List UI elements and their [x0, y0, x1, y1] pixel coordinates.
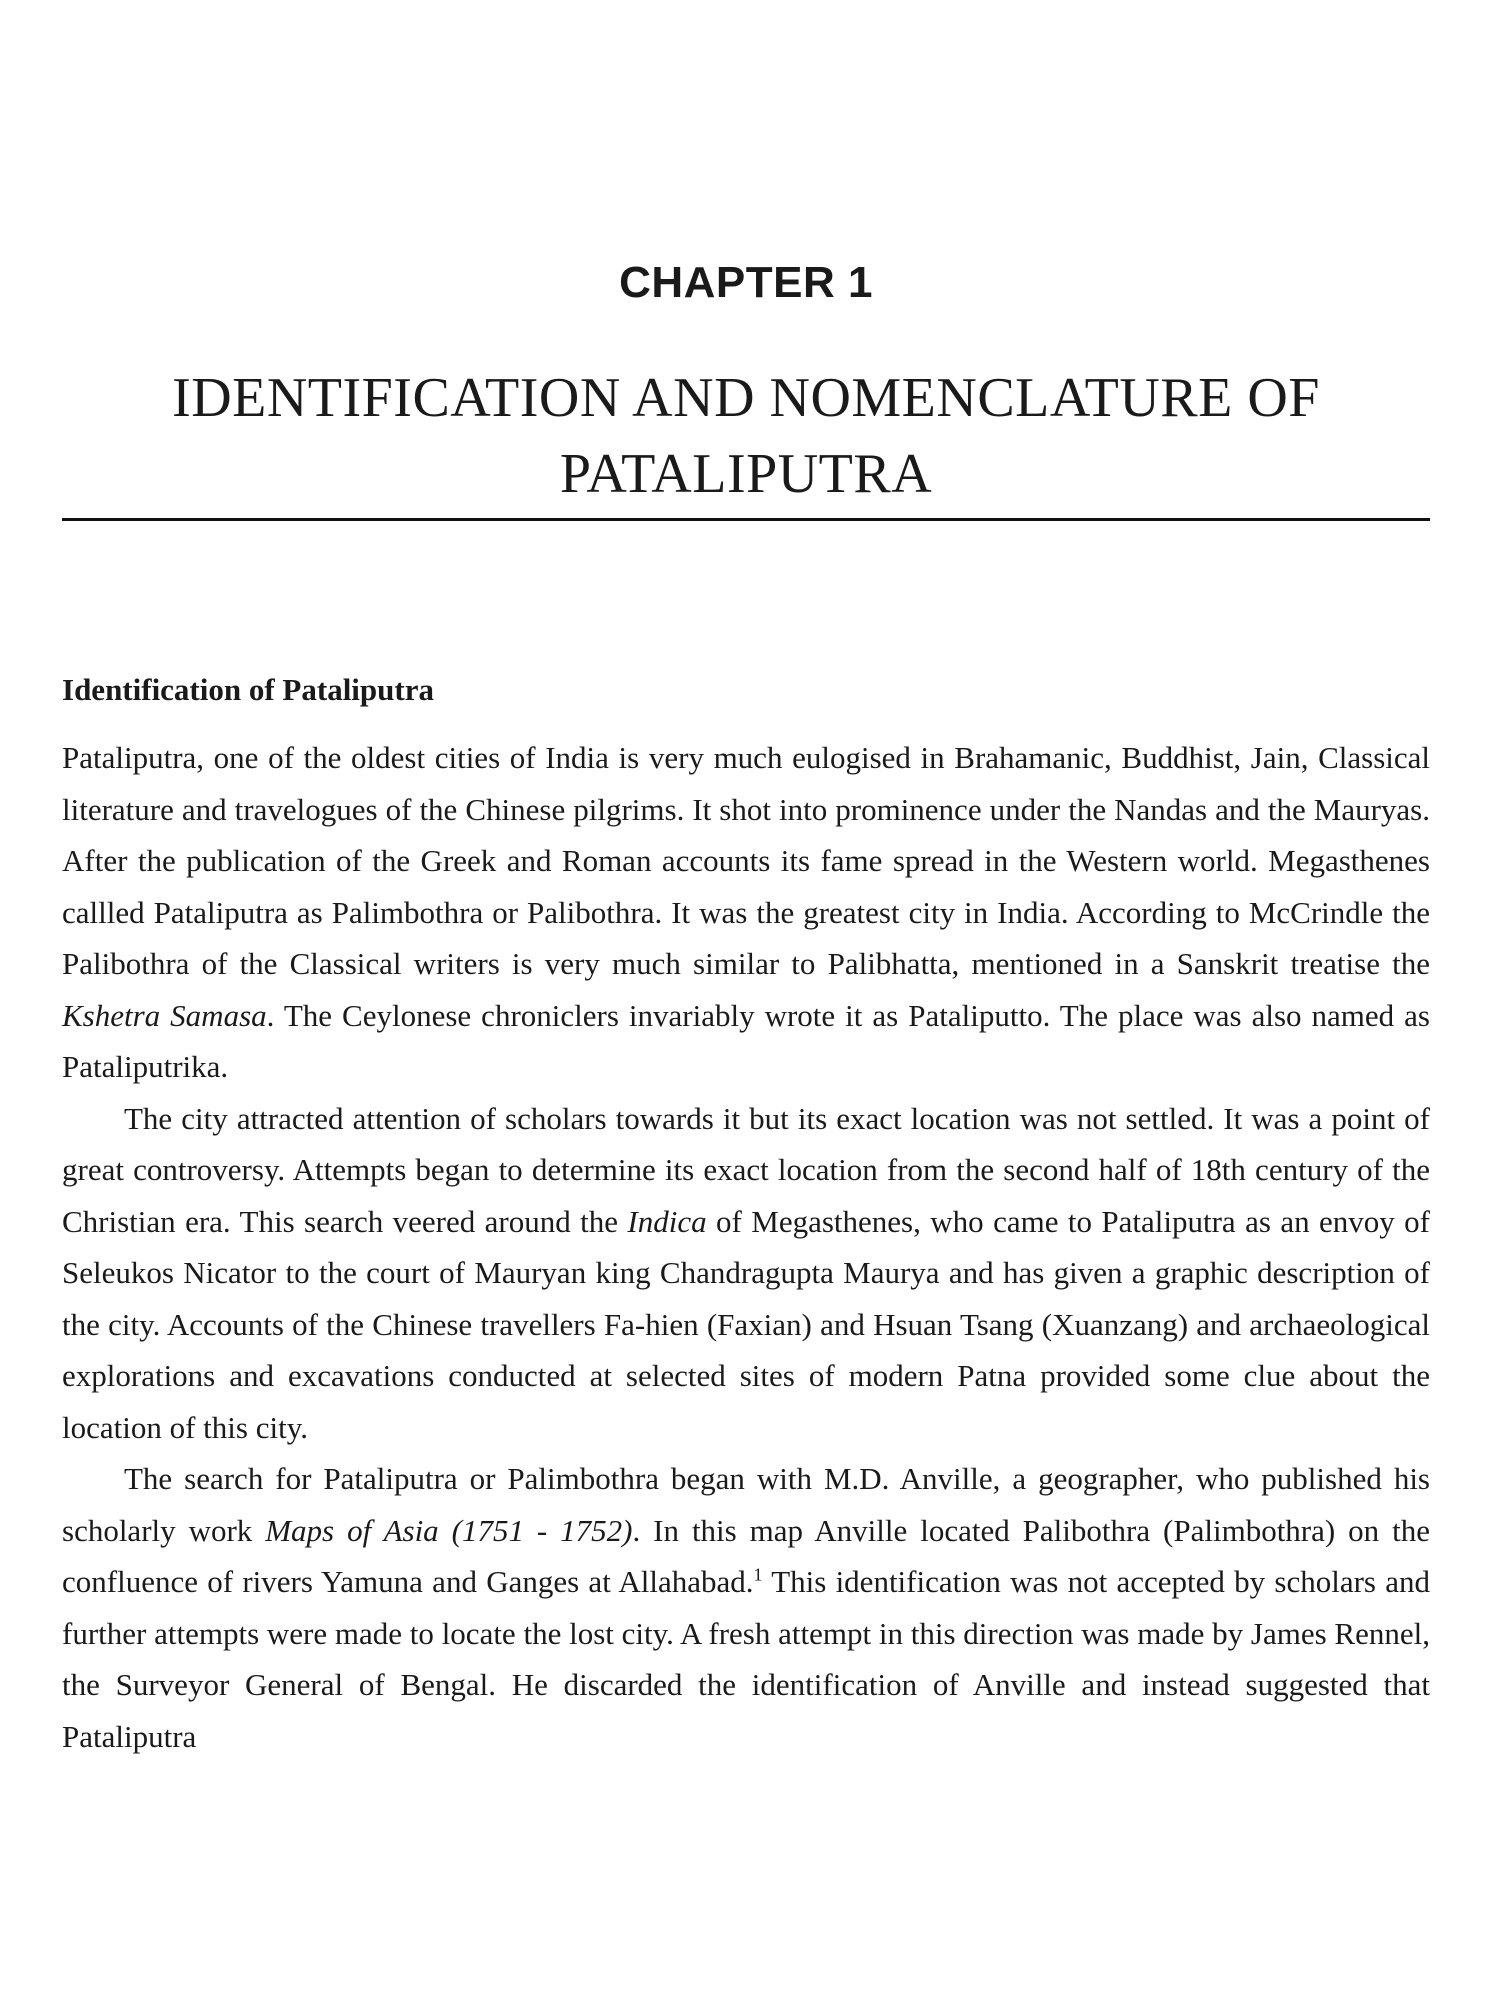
paragraph-3-text-b: . In this map Anville located Palibothra (Palimbothra) on the confluence of rivers Yamuna and Ganges at Allahabad.	[62, 1512, 1430, 1599]
paragraph-1-italic-title: Kshetra Samasa	[62, 997, 267, 1033]
paragraph-2-text-a: The city attracted attention of scholars towards it but its exact location was not settled. It was a point of great controversy. Attempts began to determine its exact location from the second half of 18th century of the Christian era. This search veered around the	[62, 1100, 1430, 1239]
paragraph-3-text-c: This identification was not accepted by scholars and further attempts were made to locate the lost city. A fresh attempt in this direction was made by James Rennel, the Surveyor General of Bengal. He discarded the identification of Anville and instead suggested that Pataliputra	[62, 1564, 1430, 1754]
paragraph-1-text-b: . The Ceylonese chroniclers invariably wrote it as Pataliputto. The place was also named as Pataliputrika.	[62, 997, 1430, 1084]
paragraph-2-text-b: of Megasthenes, who came to Pataliputra as an envoy of Seleukos Nicator to the court of Mauryan king Chandragupta Maurya and has given a graphic description of the city. Accounts of the Chinese travellers Fa-hien (Faxian) and Hsuan Tsang (Xuanzang) and archaeological explorations and excavations conducted at selected sites of modern Patna provided some clue about the location of this city.	[62, 1203, 1431, 1445]
section-heading: Identification of Pataliputra	[62, 672, 434, 707]
title-divider	[62, 518, 1430, 521]
paragraph-1	[62, 732, 1430, 1093]
paragraph-2	[62, 1093, 1430, 1454]
paragraph-3	[62, 1453, 1430, 1762]
chapter-label: CHAPTER 1	[619, 258, 873, 307]
chapter-title-line-1: IDENTIFICATION AND NOMENCLATURE OF	[172, 367, 1320, 429]
chapter-title-line-2: PATALIPUTRA	[559, 443, 933, 505]
paragraph-2-italic-title: Indica	[627, 1203, 707, 1239]
footnote-marker[interactable]: 1	[753, 1564, 763, 1585]
body-text	[62, 732, 1430, 1762]
paragraph-1-text-a: Pataliputra, one of the oldest cities of India is very much eulogised in Brahamanic, Buddhist, Jain, Classical literature and travelogues of the Chinese pilgrims. It shot into prominence under the Nandas and the Mauryas. After the publication of the Greek and Roman accounts its fame spread in the Western world. Megasthenes callled Pataliputra as Palimbothra or Palibothra. It was the greatest city in India. According to McCrindle the Palibothra of the Classical writers is very much similar to Palibhatta, mentioned in a Sanskrit treatise the	[62, 740, 1430, 981]
chapter-title	[62, 360, 1430, 512]
paragraph-3-italic-title: Maps of Asia (1751 - 1752)	[265, 1512, 633, 1548]
paragraph-3-text-a: The search for Pataliputra or Palimbothra began with M.D. Anville, a geographer, who published his scholarly work	[62, 1461, 1430, 1548]
book-page	[62, 0, 1430, 2000]
